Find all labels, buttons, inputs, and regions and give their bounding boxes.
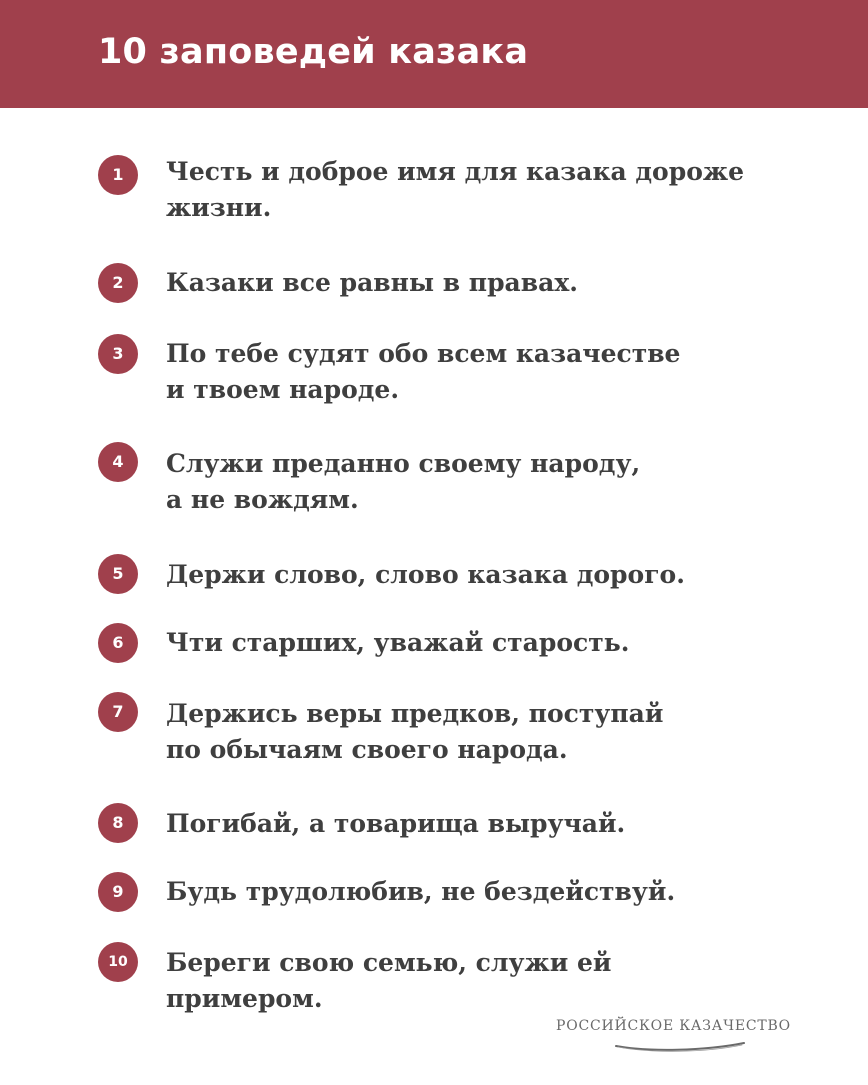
number-badge: 9 [98,872,138,912]
number-badge: 2 [98,263,138,303]
number-badge: 5 [98,554,138,594]
commandment-text: Будь трудолюбив, не бездействуй. [166,877,676,906]
commandment-text: Служи преданно своему народу, а не вождям. [166,449,641,514]
commandment-text: По тебе судят обо всем казачестве и твоем народе. [166,339,681,404]
saber-icon [614,1040,748,1054]
number-badge: 1 [98,155,138,195]
number-badge: 10 [98,942,138,982]
logo-text: РОССИЙСКОЕ КАЗАЧЕСТВО [556,1018,791,1034]
commandment-text: Погибай, а товарища выручай. [166,809,626,838]
number-badge: 8 [98,803,138,843]
commandment-text: Держи слово, слово казака дорого. [166,560,685,589]
header-banner [0,0,868,108]
brand-logo [556,1016,800,1064]
commandment-text: Береги свою семью, служи ей примером. [166,948,612,1013]
page-title: 10 заповедей казака [98,32,529,72]
number-badge: 4 [98,442,138,482]
number-badge: 6 [98,623,138,663]
number-badge: 3 [98,334,138,374]
number-badge: 7 [98,692,138,732]
commandment-text: Казаки все равны в правах. [166,268,578,297]
commandment-text: Честь и доброе имя для казака дороже жизни. [166,157,745,222]
commandment-text: Держись веры предков, поступай по обычаям своего народа. [166,699,664,764]
commandment-text: Чти старших, уважай старость. [166,628,630,657]
